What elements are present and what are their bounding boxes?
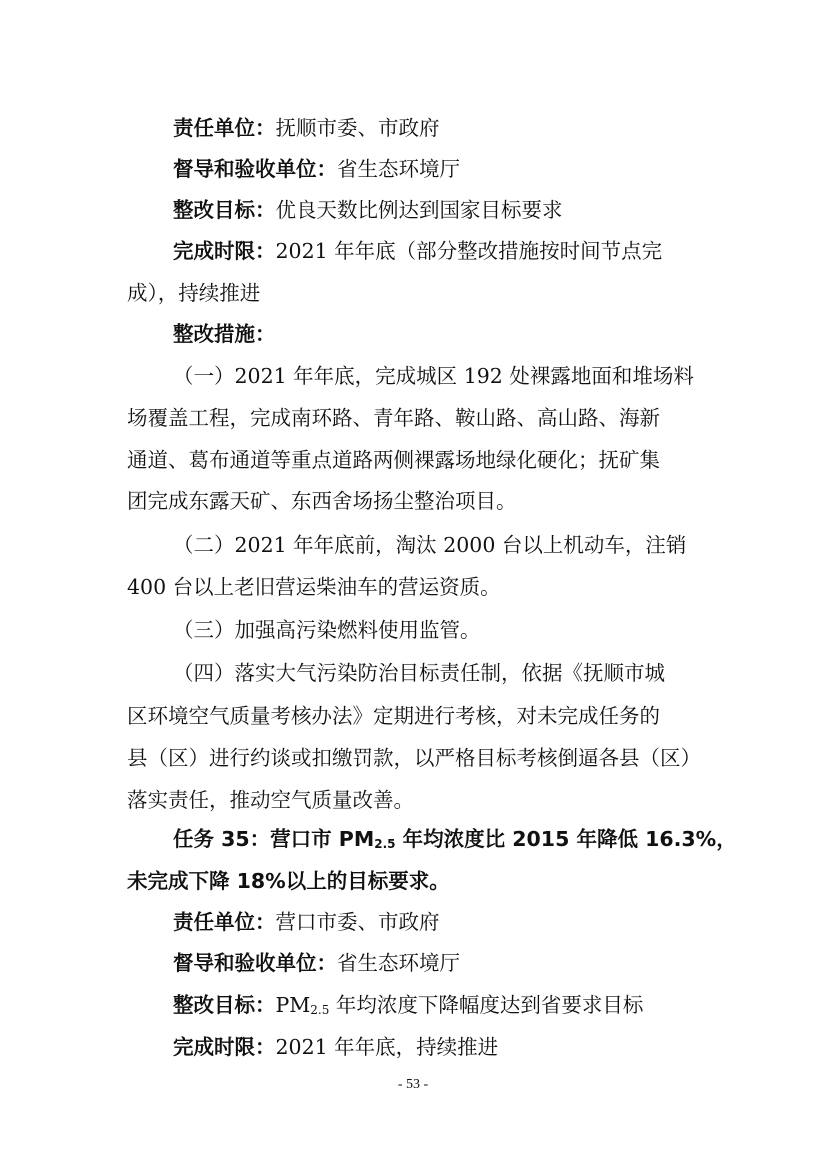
deadline-label: 完成时限： [173, 239, 276, 263]
goal-line [173, 200, 563, 221]
goal-label: 整改目标： [173, 198, 276, 222]
task-35-supervisor-value: 省生态环境厅 [337, 951, 460, 975]
task-35-responsible-value: 营口市委、市政府 [275, 910, 440, 934]
task-35-title-part-a: 任务 35：营口市 PM [173, 827, 375, 851]
responsible-unit-label: 责任单位： [173, 116, 276, 140]
task-35-title [173, 829, 737, 850]
supervisor-unit-value: 省生态环境厅 [337, 157, 460, 181]
task-35-goal-line [173, 995, 643, 1016]
task-35-responsible-line [173, 912, 440, 933]
deadline-line [173, 241, 662, 262]
task-35-goal-value-a: PM [275, 993, 311, 1017]
measure-1-line-3: 通道、葛布通道等重点道路两侧裸露场地绿化硬化；抚矿集 [127, 448, 660, 472]
responsible-unit-line [173, 118, 440, 139]
task-35-goal-value-b: 年均浓度下降幅度达到省要求目标 [329, 993, 644, 1017]
goal-value: 优良天数比例达到国家目标要求 [275, 198, 563, 222]
task-35-deadline-value: 2021 年年底，持续推进 [275, 1035, 499, 1059]
deadline-value: 2021 年年底（部分整改措施按时间节点完 [275, 239, 663, 263]
measure-4-line-3: 县（区）进行约谈或扣缴罚款，以严格目标考核倒逼各县（区） [127, 746, 701, 770]
task-35-title-sub: 2.5 [374, 837, 396, 851]
responsible-unit-value: 抚顺市委、市政府 [275, 116, 440, 140]
page-number: - 53 - [397, 1077, 429, 1092]
task-35-supervisor-line [173, 953, 460, 974]
task-35-supervisor-label: 督导和验收单位： [173, 951, 337, 975]
task-35-title-part-b: 年均浓度比 2015 年降低 16.3%， [395, 827, 737, 851]
measure-2-line-1: （二）2021 年年底前，淘汰 2000 台以上机动车，注销 [173, 533, 687, 557]
task-35-deadline-label: 完成时限： [173, 1035, 276, 1059]
task-35-responsible-label: 责任单位： [173, 910, 276, 934]
measure-1-line-2: 场覆盖工程，完成南环路、青年路、鞍山路、高山路、海新 [127, 406, 660, 430]
measure-1-line-1: （一）2021 年年底，完成城区 192 处裸露地面和堆场料 [173, 364, 694, 388]
measure-2-line-2: 400 台以上老旧营运柴油车的营运资质。 [127, 575, 501, 599]
task-35-goal-label: 整改目标： [173, 993, 276, 1017]
measure-4-line-4: 落实责任，推动空气质量改善。 [127, 788, 414, 812]
task-35-title-line-2: 未完成下降 18%以上的目标要求。 [127, 869, 450, 893]
task-35-goal-sub: 2.5 [310, 1003, 330, 1017]
supervisor-unit-line [173, 159, 460, 180]
measure-4-line-2: 区环境空气质量考核办法》定期进行考核，对未完成任务的 [127, 704, 660, 728]
task-35-deadline-line [173, 1037, 498, 1058]
measures-label: 整改措施： [173, 322, 276, 346]
measure-1-line-4: 团完成东露天矿、东西舍场扬尘整治项目。 [127, 489, 517, 513]
supervisor-unit-label: 督导和验收单位： [173, 157, 337, 181]
measure-3-line-1: （三）加强高污染燃料使用监管。 [173, 618, 481, 642]
measure-4-line-1: （四）落实大气污染防治目标责任制，依据《抚顺市城 [173, 661, 665, 685]
deadline-line-2: 成），持续推进 [127, 281, 261, 305]
